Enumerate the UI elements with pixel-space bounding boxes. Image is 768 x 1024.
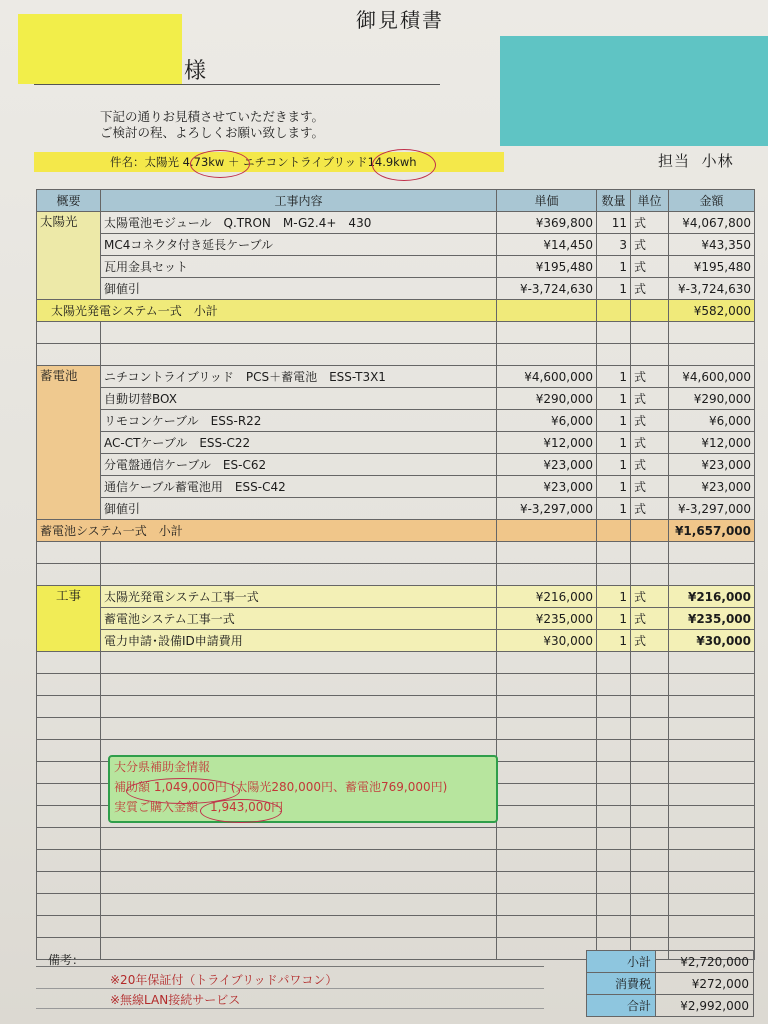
item-desc: 御値引 [101, 278, 497, 300]
table-row [37, 234, 755, 256]
blank-row [37, 674, 755, 696]
blank-row [37, 872, 755, 894]
remark-wifi: ※無線LAN接続サービス [110, 993, 241, 1007]
item-amount: ¥4,067,800 [669, 212, 755, 234]
table-row [37, 212, 755, 234]
staff-label: 担当 [658, 152, 691, 170]
item-qty: 1 [597, 256, 631, 278]
item-qty: 1 [597, 498, 631, 520]
item-unit: 式 [631, 476, 669, 498]
category-solar: 太陽光 [37, 212, 101, 300]
item-qty: 1 [597, 608, 631, 630]
table-row [37, 608, 755, 630]
remark-underline [36, 1008, 544, 1009]
item-amount: ¥43,350 [669, 234, 755, 256]
subtotal-label: 蓄電池システム一式 小計 [37, 520, 497, 542]
intro-line-2: ご検討の程、よろしくお願い致します。 [100, 125, 325, 140]
item-unit: 式 [631, 256, 669, 278]
header-unit: 単位 [631, 190, 669, 212]
item-price: ¥235,000 [497, 608, 597, 630]
empty-cell [597, 300, 631, 322]
item-amount: ¥30,000 [669, 630, 755, 652]
item-price: ¥195,480 [497, 256, 597, 278]
table-row [37, 366, 755, 388]
item-unit: 式 [631, 234, 669, 256]
category-work: 工事 [37, 586, 101, 652]
blank-row [37, 542, 755, 564]
blank-row [37, 696, 755, 718]
empty-cell [631, 300, 669, 322]
item-price: ¥6,000 [497, 410, 597, 432]
header-unit-price: 単価 [497, 190, 597, 212]
subject-text: 太陽光 4.73kw ＋ ニチコントライブリッド14.9kwh [144, 155, 417, 169]
item-unit: 式 [631, 608, 669, 630]
blank-row [37, 718, 755, 740]
item-desc: 分電盤通信ケーブル ES-C62 [101, 454, 497, 476]
subtotal-amount: ¥1,657,000 [669, 520, 755, 542]
empty-cell [597, 520, 631, 542]
table-header-row [37, 190, 755, 212]
table-row [37, 586, 755, 608]
staff-name: 小林 [701, 152, 734, 170]
blank-row [37, 652, 755, 674]
item-price: ¥-3,297,000 [497, 498, 597, 520]
table-row [37, 388, 755, 410]
remark-underline [36, 988, 544, 989]
item-qty: 1 [597, 388, 631, 410]
quote-table [36, 189, 755, 960]
blank-row [37, 322, 755, 344]
item-unit: 式 [631, 366, 669, 388]
item-unit: 式 [631, 586, 669, 608]
item-qty: 1 [597, 454, 631, 476]
table-row [37, 630, 755, 652]
pen-circle-battery-kwh [372, 149, 436, 181]
item-unit: 式 [631, 278, 669, 300]
staff-info [658, 150, 734, 171]
empty-cell [631, 520, 669, 542]
item-price: ¥23,000 [497, 454, 597, 476]
table-row [37, 454, 755, 476]
intro-line-1: 下記の通りお見積させていただきます。 [100, 109, 325, 124]
subtotal-row-solar [37, 300, 755, 322]
item-qty: 1 [597, 432, 631, 454]
item-unit: 式 [631, 498, 669, 520]
table-row [37, 256, 755, 278]
item-amount: ¥23,000 [669, 454, 755, 476]
subsidy-title: 大分県補助金情報 [114, 760, 211, 774]
subtotal-label: 小計 [587, 951, 656, 973]
totals-row [587, 995, 754, 1017]
remarks-underline [36, 966, 544, 967]
item-price: ¥369,800 [497, 212, 597, 234]
item-qty: 11 [597, 212, 631, 234]
item-amount: ¥4,600,000 [669, 366, 755, 388]
item-desc: MC4コネクタ付き延長ケーブル [101, 234, 497, 256]
totals-table [586, 950, 754, 1017]
item-qty: 1 [597, 410, 631, 432]
table-row [37, 410, 755, 432]
empty-cell [497, 520, 597, 542]
document-title: 御見積書 [356, 8, 444, 32]
item-unit: 式 [631, 454, 669, 476]
empty-cell [497, 300, 597, 322]
item-qty: 1 [597, 586, 631, 608]
blank-row [37, 894, 755, 916]
tax-value: ¥272,000 [656, 973, 754, 995]
item-amount: ¥290,000 [669, 388, 755, 410]
item-price: ¥12,000 [497, 432, 597, 454]
remark-warranty: ※20年保証付（トライブリッドパワコン） [110, 973, 338, 987]
header-quantity: 数量 [597, 190, 631, 212]
item-amount: ¥195,480 [669, 256, 755, 278]
item-desc: 自動切替BOX [101, 388, 497, 410]
pen-circle-solar-kw [190, 150, 250, 178]
header-amount: 金額 [669, 190, 755, 212]
blank-row [37, 344, 755, 366]
table-row [37, 498, 755, 520]
item-unit: 式 [631, 630, 669, 652]
item-price: ¥30,000 [497, 630, 597, 652]
pen-circle-net-price [200, 799, 282, 823]
subsidy-amount-line: 補助額 1,049,000円 (太陽光280,000円、蓄電池769,000円) [114, 780, 448, 794]
customer-name-redaction [18, 14, 182, 84]
item-amount: ¥235,000 [669, 608, 755, 630]
total-label: 合計 [587, 995, 656, 1017]
item-unit: 式 [631, 410, 669, 432]
item-desc: 電力申請･設備ID申請費用 [101, 630, 497, 652]
blank-row [37, 564, 755, 586]
item-unit: 式 [631, 432, 669, 454]
item-unit: 式 [631, 212, 669, 234]
subject-prefix: 件名： [110, 155, 145, 169]
subsidy-net-price-line: 実質ご購入金額 1,943,000円 [114, 800, 284, 814]
category-battery: 蓄電池 [37, 366, 101, 520]
company-info-redaction [500, 36, 768, 146]
item-price: ¥14,450 [497, 234, 597, 256]
intro-text [100, 109, 324, 141]
item-price: ¥4,600,000 [497, 366, 597, 388]
item-price: ¥-3,724,630 [497, 278, 597, 300]
item-qty: 1 [597, 476, 631, 498]
subtotal-amount: ¥582,000 [669, 300, 755, 322]
totals-row [587, 951, 754, 973]
subtotal-row-battery [37, 520, 755, 542]
subtotal-label: 太陽光発電システム一式 小計 [37, 300, 497, 322]
header-summary: 概要 [37, 190, 101, 212]
blank-row [37, 916, 755, 938]
blank-row [37, 828, 755, 850]
item-qty: 1 [597, 366, 631, 388]
table-row [37, 432, 755, 454]
item-desc: 太陽光発電システム工事一式 [101, 586, 497, 608]
item-price: ¥290,000 [497, 388, 597, 410]
item-desc: AC-CTケーブル ESS-C22 [101, 432, 497, 454]
header-work-content: 工事内容 [101, 190, 497, 212]
item-desc: 御値引 [101, 498, 497, 520]
item-qty: 1 [597, 630, 631, 652]
item-desc: 蓄電池システム工事一式 [101, 608, 497, 630]
total-value: ¥2,992,000 [656, 995, 754, 1017]
subtotal-value: ¥2,720,000 [656, 951, 754, 973]
item-amount: ¥12,000 [669, 432, 755, 454]
item-amount: ¥-3,724,630 [669, 278, 755, 300]
item-price: ¥216,000 [497, 586, 597, 608]
item-desc: 瓦用金具セット [101, 256, 497, 278]
item-amount: ¥-3,297,000 [669, 498, 755, 520]
item-amount: ¥23,000 [669, 476, 755, 498]
item-amount: ¥216,000 [669, 586, 755, 608]
item-desc: 太陽電池モジュール Q.TRON M-G2.4+ 430 [101, 212, 497, 234]
tax-label: 消費税 [587, 973, 656, 995]
table-row [37, 278, 755, 300]
table-row [37, 476, 755, 498]
honorific-label: 様 [184, 59, 207, 84]
item-qty: 3 [597, 234, 631, 256]
item-desc: 通信ケーブル蓄電池用 ESS-C42 [101, 476, 497, 498]
remarks-label: 備考： [48, 953, 85, 967]
item-qty: 1 [597, 278, 631, 300]
totals-row [587, 973, 754, 995]
item-desc: リモコンケーブル ESS-R22 [101, 410, 497, 432]
blank-row [37, 850, 755, 872]
item-unit: 式 [631, 388, 669, 410]
customer-name-underline [34, 84, 440, 85]
item-desc: ニチコントライブリッド PCS＋蓄電池 ESS-T3X1 [101, 366, 497, 388]
item-price: ¥23,000 [497, 476, 597, 498]
item-amount: ¥6,000 [669, 410, 755, 432]
